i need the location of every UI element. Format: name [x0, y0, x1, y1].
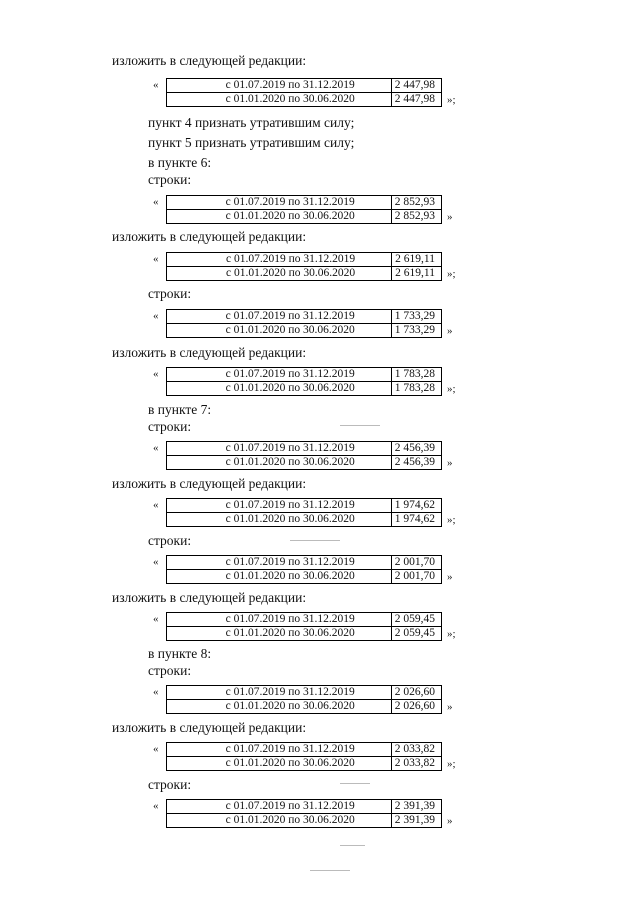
close-quote: » — [447, 701, 453, 713]
rate-table-block — [0, 78, 640, 108]
rate-table — [166, 78, 442, 107]
rate-table — [166, 498, 442, 527]
instruction-text: изложить в следующей редакции: — [112, 590, 307, 605]
open-quote: « — [153, 686, 159, 698]
table-row — [167, 513, 442, 527]
section-heading: в пункте 8: — [148, 646, 212, 661]
scan-artifact — [290, 540, 340, 541]
period-cell: с 01.01.2020 по 30.06.2020 — [167, 757, 392, 771]
rate-table — [166, 742, 442, 771]
open-quote: « — [153, 499, 159, 511]
period-cell: с 01.01.2020 по 30.06.2020 — [167, 324, 392, 338]
period-cell: с 01.01.2020 по 30.06.2020 — [167, 513, 392, 527]
table-row — [167, 627, 442, 641]
instruction-text: пункт 5 признать утратившим силу; — [148, 135, 355, 150]
instruction-text: пункт 4 признать утратившим силу; — [148, 115, 355, 130]
instruction-text: строки: — [148, 663, 192, 678]
scan-artifact — [340, 425, 380, 426]
value-cell: 2 447,98 — [391, 93, 441, 107]
table-row — [167, 210, 442, 224]
value-cell: 1 974,62 — [391, 499, 441, 513]
table-row — [167, 93, 442, 107]
open-quote: « — [153, 253, 159, 265]
open-quote: « — [153, 368, 159, 380]
value-cell: 1 974,62 — [391, 513, 441, 527]
scan-artifact — [340, 845, 365, 846]
close-quote: » — [447, 325, 453, 337]
open-quote: « — [153, 310, 159, 322]
table-row — [167, 442, 442, 456]
rate-table — [166, 309, 442, 338]
instruction-text: строки: — [148, 419, 192, 434]
rate-table-block — [0, 441, 640, 471]
period-cell: с 01.01.2020 по 30.06.2020 — [167, 627, 392, 641]
period-cell: с 01.01.2020 по 30.06.2020 — [167, 570, 392, 584]
scan-artifact — [340, 783, 370, 784]
open-quote: « — [153, 196, 159, 208]
period-cell: с 01.07.2019 по 31.12.2019 — [167, 442, 392, 456]
open-quote: « — [153, 800, 159, 812]
instruction-text: строки: — [148, 286, 192, 301]
value-cell: 2 001,70 — [391, 556, 441, 570]
rate-table-block — [0, 742, 640, 772]
rate-table-block — [0, 309, 640, 339]
rate-table — [166, 195, 442, 224]
rate-table — [166, 441, 442, 470]
value-cell: 1 783,28 — [391, 382, 441, 396]
close-quote: »; — [447, 514, 456, 526]
close-quote: » — [447, 211, 453, 223]
rate-table-block — [0, 498, 640, 528]
value-cell: 2 456,39 — [391, 456, 441, 470]
rate-table-block — [0, 612, 640, 642]
table-row — [167, 310, 442, 324]
rate-table-block — [0, 555, 640, 585]
value-cell: 2 033,82 — [391, 757, 441, 771]
period-cell: с 01.07.2019 по 31.12.2019 — [167, 196, 392, 210]
rate-table-block — [0, 195, 640, 225]
close-quote: » — [447, 815, 453, 827]
value-cell: 2 026,60 — [391, 686, 441, 700]
instruction-text: изложить в следующей редакции: — [112, 53, 307, 68]
close-quote: »; — [447, 758, 456, 770]
value-cell: 1 783,28 — [391, 368, 441, 382]
period-cell: с 01.07.2019 по 31.12.2019 — [167, 613, 392, 627]
value-cell: 2 391,39 — [391, 814, 441, 828]
section-heading: в пункте 7: — [148, 402, 212, 417]
table-row — [167, 79, 442, 93]
period-cell: с 01.01.2020 по 30.06.2020 — [167, 267, 392, 281]
period-cell: с 01.01.2020 по 30.06.2020 — [167, 700, 392, 714]
instruction-text: строки: — [148, 172, 192, 187]
value-cell: 1 733,29 — [391, 324, 441, 338]
open-quote: « — [153, 442, 159, 454]
close-quote: »; — [447, 383, 456, 395]
instruction-text: изложить в следующей редакции: — [112, 720, 307, 735]
period-cell: с 01.01.2020 по 30.06.2020 — [167, 456, 392, 470]
rate-table — [166, 252, 442, 281]
table-row — [167, 757, 442, 771]
table-row — [167, 800, 442, 814]
table-row — [167, 368, 442, 382]
table-row — [167, 267, 442, 281]
period-cell: с 01.07.2019 по 31.12.2019 — [167, 310, 392, 324]
table-row — [167, 570, 442, 584]
period-cell: с 01.07.2019 по 31.12.2019 — [167, 800, 392, 814]
value-cell: 2 059,45 — [391, 627, 441, 641]
table-row — [167, 253, 442, 267]
rate-table — [166, 685, 442, 714]
value-cell: 2 001,70 — [391, 570, 441, 584]
rate-table — [166, 799, 442, 828]
instruction-text: изложить в следующей редакции: — [112, 476, 307, 491]
table-row — [167, 743, 442, 757]
table-row — [167, 324, 442, 338]
period-cell: с 01.07.2019 по 31.12.2019 — [167, 499, 392, 513]
value-cell: 2 447,98 — [391, 79, 441, 93]
period-cell: с 01.07.2019 по 31.12.2019 — [167, 556, 392, 570]
period-cell: с 01.07.2019 по 31.12.2019 — [167, 368, 392, 382]
period-cell: с 01.01.2020 по 30.06.2020 — [167, 814, 392, 828]
table-row — [167, 456, 442, 470]
close-quote: » — [447, 571, 453, 583]
value-cell: 2 391,39 — [391, 800, 441, 814]
period-cell: с 01.01.2020 по 30.06.2020 — [167, 93, 392, 107]
table-row — [167, 686, 442, 700]
scan-artifact — [310, 870, 350, 871]
period-cell: с 01.01.2020 по 30.06.2020 — [167, 210, 392, 224]
period-cell: с 01.07.2019 по 31.12.2019 — [167, 743, 392, 757]
close-quote: »; — [447, 268, 456, 280]
rate-table-block — [0, 252, 640, 282]
value-cell: 2 059,45 — [391, 613, 441, 627]
rate-table-block — [0, 685, 640, 715]
table-row — [167, 382, 442, 396]
value-cell: 2 852,93 — [391, 210, 441, 224]
rate-table — [166, 612, 442, 641]
period-cell: с 01.07.2019 по 31.12.2019 — [167, 79, 392, 93]
table-row — [167, 700, 442, 714]
value-cell: 2 033,82 — [391, 743, 441, 757]
table-row — [167, 613, 442, 627]
rate-table-block — [0, 799, 640, 829]
period-cell: с 01.01.2020 по 30.06.2020 — [167, 382, 392, 396]
table-row — [167, 556, 442, 570]
instruction-text: строки: — [148, 777, 192, 792]
period-cell: с 01.07.2019 по 31.12.2019 — [167, 686, 392, 700]
close-quote: »; — [447, 628, 456, 640]
open-quote: « — [153, 556, 159, 568]
value-cell: 2 026,60 — [391, 700, 441, 714]
open-quote: « — [153, 613, 159, 625]
value-cell: 2 456,39 — [391, 442, 441, 456]
value-cell: 2 619,11 — [392, 253, 442, 267]
value-cell: 2 619,11 — [392, 267, 442, 281]
rate-table — [166, 555, 442, 584]
open-quote: « — [153, 743, 159, 755]
table-row — [167, 196, 442, 210]
instruction-text: изложить в следующей редакции: — [112, 345, 307, 360]
rate-table-block — [0, 367, 640, 397]
instruction-text: строки: — [148, 533, 192, 548]
table-row — [167, 499, 442, 513]
section-heading: в пункте 6: — [148, 155, 212, 170]
open-quote: « — [153, 79, 159, 91]
close-quote: »; — [447, 94, 456, 106]
period-cell: с 01.07.2019 по 31.12.2019 — [167, 253, 392, 267]
value-cell: 1 733,29 — [391, 310, 441, 324]
close-quote: » — [447, 457, 453, 469]
value-cell: 2 852,93 — [391, 196, 441, 210]
instruction-text: изложить в следующей редакции: — [112, 229, 307, 244]
rate-table — [166, 367, 442, 396]
table-row — [167, 814, 442, 828]
